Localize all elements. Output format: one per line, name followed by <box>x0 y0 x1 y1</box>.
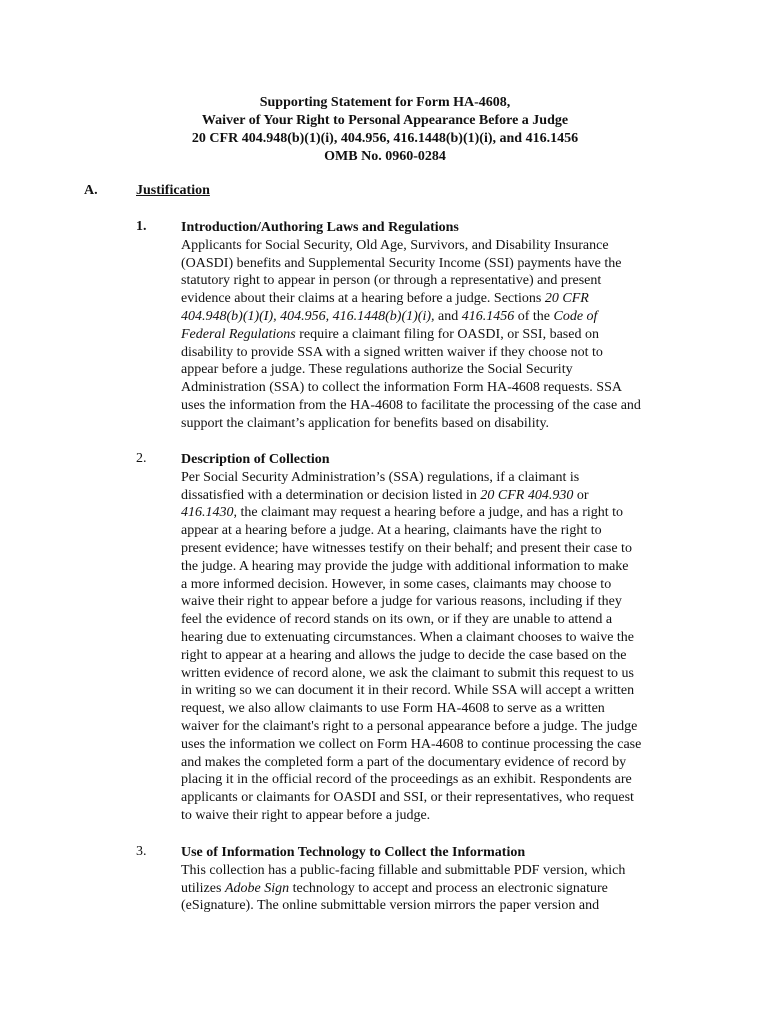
item-1-line: uses the information from the HA-4608 to facilitate the processing of the case and <box>181 397 641 413</box>
item-3-line <box>181 880 681 898</box>
item-2-line: Per Social Security Administration’s (SSA) regulations, if a claimant is <box>181 469 580 485</box>
section-title: Justification <box>136 183 210 198</box>
citation-text: 20 CFR 404.930 <box>480 487 574 503</box>
item-2-line: right to appear at a hearing and allows the judge to decide the case based on the <box>181 647 627 663</box>
section-letter: A. <box>84 183 98 198</box>
citation-text: 416.1430 <box>181 505 234 521</box>
title-line-2: Waiver of Your Right to Personal Appearance Before a Judge <box>201 113 569 128</box>
item-2-line: request, we also allow claimants to use Form HA-4608 to serve as a written <box>181 701 605 717</box>
item-2-heading: Description of Collection <box>181 452 330 467</box>
text-run: and <box>434 308 462 324</box>
item-2-line: feel the evidence of record stands on its own, or if they are unable to attend a <box>181 612 613 628</box>
item-1-line <box>181 308 681 326</box>
item-2-line <box>181 487 681 505</box>
item-1-line: Applicants for Social Security, Old Age, Survivors, and Disability Insurance <box>181 237 609 253</box>
text-run: or <box>573 487 589 503</box>
item-2-line: written evidence of record alone, we ask the claimant to submit this request to us <box>181 665 634 681</box>
title-line-4: OMB No. 0960-0284 <box>324 149 446 164</box>
item-2-line: waiver for the claimant's right to a personal appearance before a judge. The judge <box>181 718 638 734</box>
item-1-line: disability to provide SSA with a signed written waiver if they choose not to <box>181 344 603 360</box>
item-1-line: Administration (SSA) to collect the information Form HA-4608 requests. SSA <box>181 380 622 396</box>
item-1-line <box>181 326 681 344</box>
item-3-line: (eSignature). The online submittable version mirrors the paper version and <box>181 898 600 914</box>
title-line-1: Supporting Statement for Form HA-4608, <box>259 95 511 110</box>
item-2-line: applicants or claimants for OASDI and SSI, or their representatives, who request <box>181 790 634 806</box>
citation-text: 404.948(b)(1)(I), 404.956, 416.1448(b)(1)(i), <box>181 308 435 324</box>
text-run: dissatisfied with a determination or decision listed in <box>181 487 481 503</box>
text-run: evidence about their claims at a hearing before a judge. Sections <box>181 291 545 307</box>
text-run: utilizes <box>181 880 225 896</box>
citation-text: 20 CFR <box>544 291 589 307</box>
item-1 <box>181 219 681 433</box>
item-3 <box>181 844 681 915</box>
item-2-line: and makes the completed form a part of the documentary evidence of record by <box>181 754 627 770</box>
text-run: require a claimant filing for OASDI, or SSI, based on <box>295 326 599 342</box>
item-2-line: a more informed decision. However, in some cases, claimants may choose to <box>181 576 612 592</box>
item-2-line: uses the information we collect on Form HA-4608 to continue processing the case <box>181 736 642 752</box>
item-2-line: appear at a hearing before a judge. At a hearing, claimants have the right to <box>181 523 602 539</box>
item-2-number: 2. <box>136 451 147 466</box>
document-title <box>0 94 770 166</box>
item-2-line <box>181 504 681 522</box>
item-1-line: (OASDI) benefits and Supplemental Security Income (SSI) payments have the <box>181 255 622 271</box>
item-2-line: in writing so we can document it in their record. While SSA will accept a written <box>181 683 635 699</box>
text-run: technology to accept and process an electronic signature <box>289 880 608 896</box>
item-3-line: This collection has a public-facing fillable and submittable PDF version, which <box>181 862 626 878</box>
item-1-heading: Introduction/Authoring Laws and Regulations <box>181 220 459 235</box>
text-run: , the claimant may request a hearing before a judge, and has a right to <box>233 505 624 521</box>
item-2-line: placing it in the official record of the proceedings as an exhibit. Respondents are <box>181 772 632 788</box>
citation-text: Federal Regulations <box>181 326 296 342</box>
item-1-number: 1. <box>136 219 147 234</box>
item-2-line: present evidence; have witnesses testify on their behalf; and present their case to <box>181 540 632 556</box>
item-3-heading: Use of Information Technology to Collect the Information <box>181 845 526 860</box>
item-1-line: statutory right to appear in person (or through a representative) and present <box>181 273 602 289</box>
item-2-line: waive their right to appear before a judge for various reasons, including if they <box>181 594 622 610</box>
product-name: Adobe Sign <box>224 880 290 896</box>
title-line-3: 20 CFR 404.948(b)(1)(i), 404.956, 416.1448(b)(1)(i), and 416.1456 <box>191 131 579 146</box>
item-2-line: to waive their right to appear before a judge. <box>181 807 431 823</box>
item-1-line <box>181 290 681 308</box>
item-2 <box>181 451 681 825</box>
item-1-line: support the claimant’s application for benefits based on disability. <box>181 415 550 431</box>
text-run: of the <box>514 308 554 324</box>
item-1-line: appear before a judge. These regulations authorize the Social Security <box>181 362 573 378</box>
citation-text: Code of <box>553 308 598 324</box>
item-3-number: 3. <box>136 844 147 859</box>
item-2-line: the judge. A hearing may provide the judge with additional information to make <box>181 558 629 574</box>
citation-text: 416.1456 <box>461 308 515 324</box>
item-2-line: hearing due to extenuating circumstances. When a claimant chooses to waive the <box>181 629 635 645</box>
